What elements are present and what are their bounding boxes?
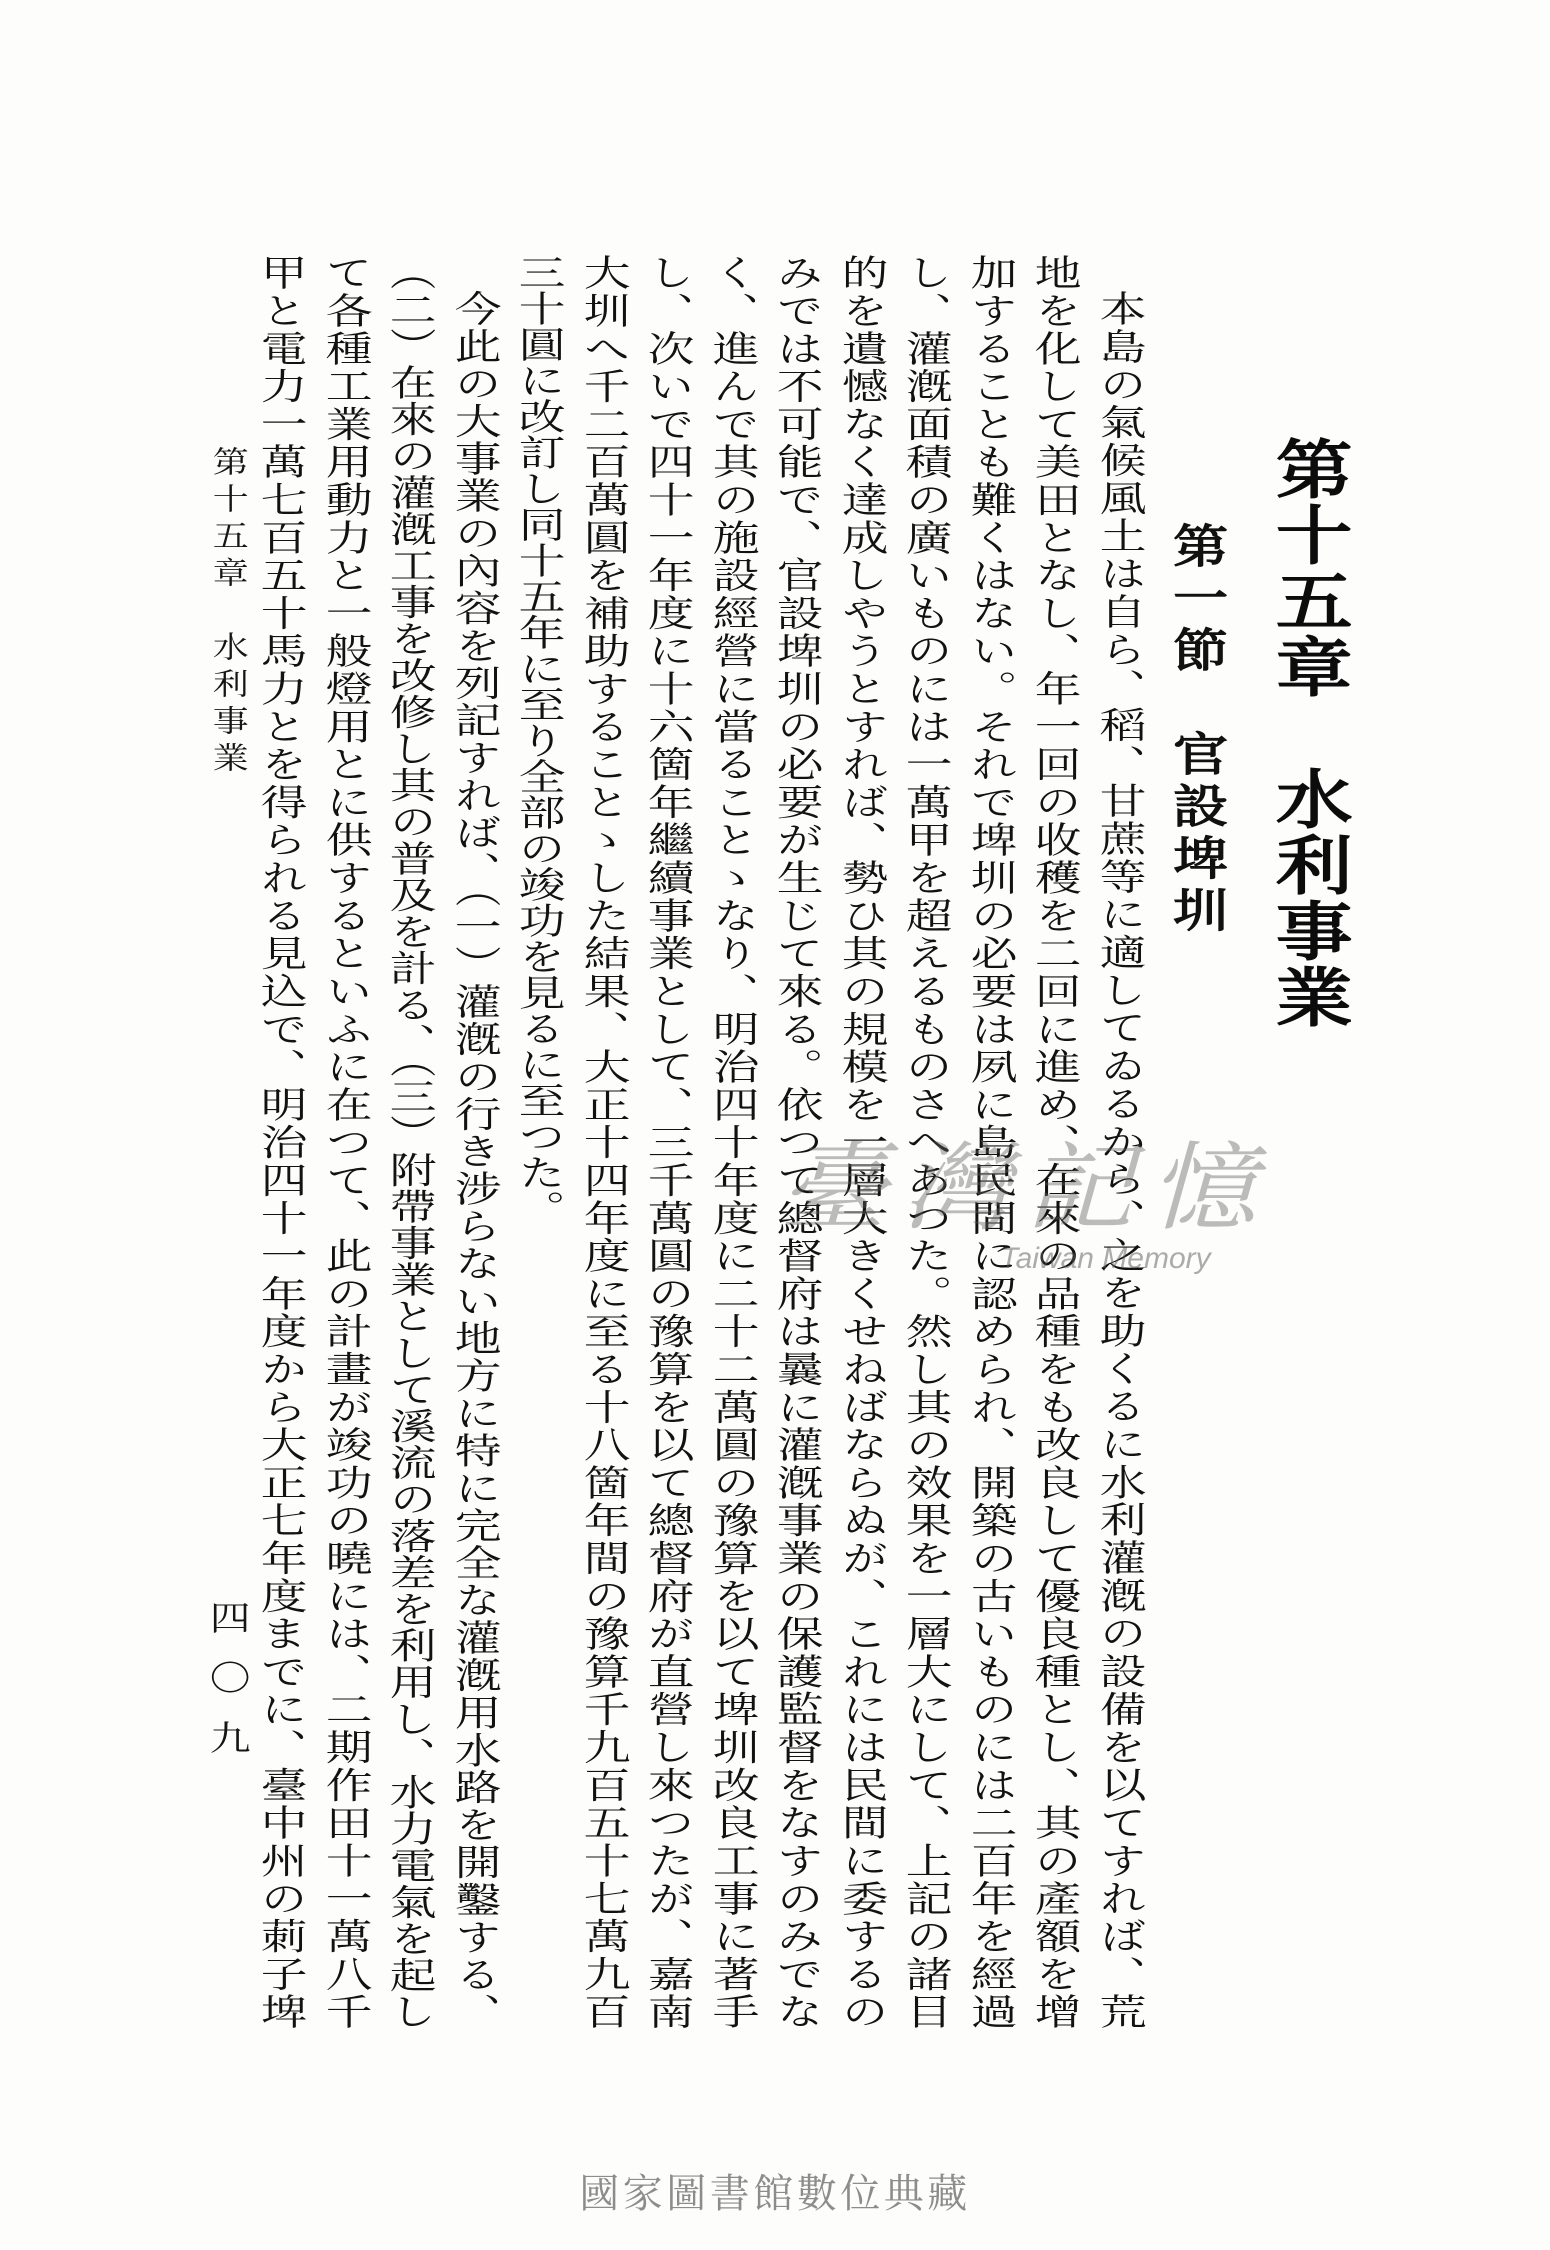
body-line: し、次いで四十一年度に十六箇年繼續事業として、三千萬圓の豫算を以て總督府が直營し來つたが、嘉南 [640, 254, 694, 2029]
body-line: （二）在來の灌漑工事を改修し其の普及を計る、（三）附帶事業として溪流の落差を利用し、水力電氣を起し [382, 254, 436, 2029]
body-line: 三十圓に改訂し同十五年に至り全部の竣功を見るに至つた。 [511, 254, 565, 1226]
collection-credit: 國家圖書館數位典藏 [579, 2171, 971, 2217]
page-number: 四〇九 [202, 1600, 250, 1780]
running-head: 第十五章 水利事業 [205, 446, 248, 779]
section-title: 第一節 官設埤圳 [1164, 522, 1230, 938]
body-line: みでは不可能で、官設埤圳の必要が生じて來る。依つて總督府は曩に灌漑事業の保護監督をなすのみでな [769, 254, 823, 2029]
body-line: 地を化して美田となし、年一回の收穫を二回に進め、在來の品種をも改良して優良種とし、其の產額を增 [1027, 254, 1081, 2029]
body-line: 大圳へ千二百萬圓を補助することゝした結果、大正十四年度に至る十八箇年間の豫算千九百五十七萬九百 [576, 254, 630, 2029]
watermark-logo: 臺灣記憶 [779, 1132, 1272, 1244]
body-line: し、灌漑面積の廣いものには一萬甲を超えるものさへあつた。然し其の效果を一層大にして、上記の諸目 [898, 254, 952, 2029]
watermark-logo-subtext: Taiwan Memory [1000, 1242, 1211, 1275]
body-line: く、進んで其の施設經營に當ることゝなり、明治四十年度に二十二萬圓の豫算を以て埤圳改良工事に著手 [705, 254, 759, 2029]
body-line: 今此の大事業の內容を列記すれば、（一）灌漑の行き涉らない地方に特に完全な灌漑用水路を開鑿する、 [447, 290, 501, 2029]
body-line: 本島の氣候風土は自ら、稻、甘蔗等に適してゐるから、之を助くるに水利灌漑の設備を以てすれば、荒 [1092, 290, 1146, 2029]
body-line: 加することも難くはない。それで埤圳の必要は夙に島民間に認められ、開築の古いものには二百年を經過 [963, 254, 1017, 2029]
body-line: 甲と電力一萬七百五十馬力とを得られる見込で、明治四十一年度から大正七年度までに、臺中州の莿子埤 [253, 254, 307, 2029]
chapter-title: 第十五章 水利事業 [1262, 436, 1353, 1030]
body-line: 的を遺憾なく達成しやうとすれば、勢ひ其の規模を一層大きくせねばならぬが、これには民間に委するの [834, 254, 888, 2029]
body-line: て各種工業用動力と一般燈用とに供するといふに在つて、此の計畫が竣功の曉には、二期作田十一萬八千 [318, 254, 372, 2029]
